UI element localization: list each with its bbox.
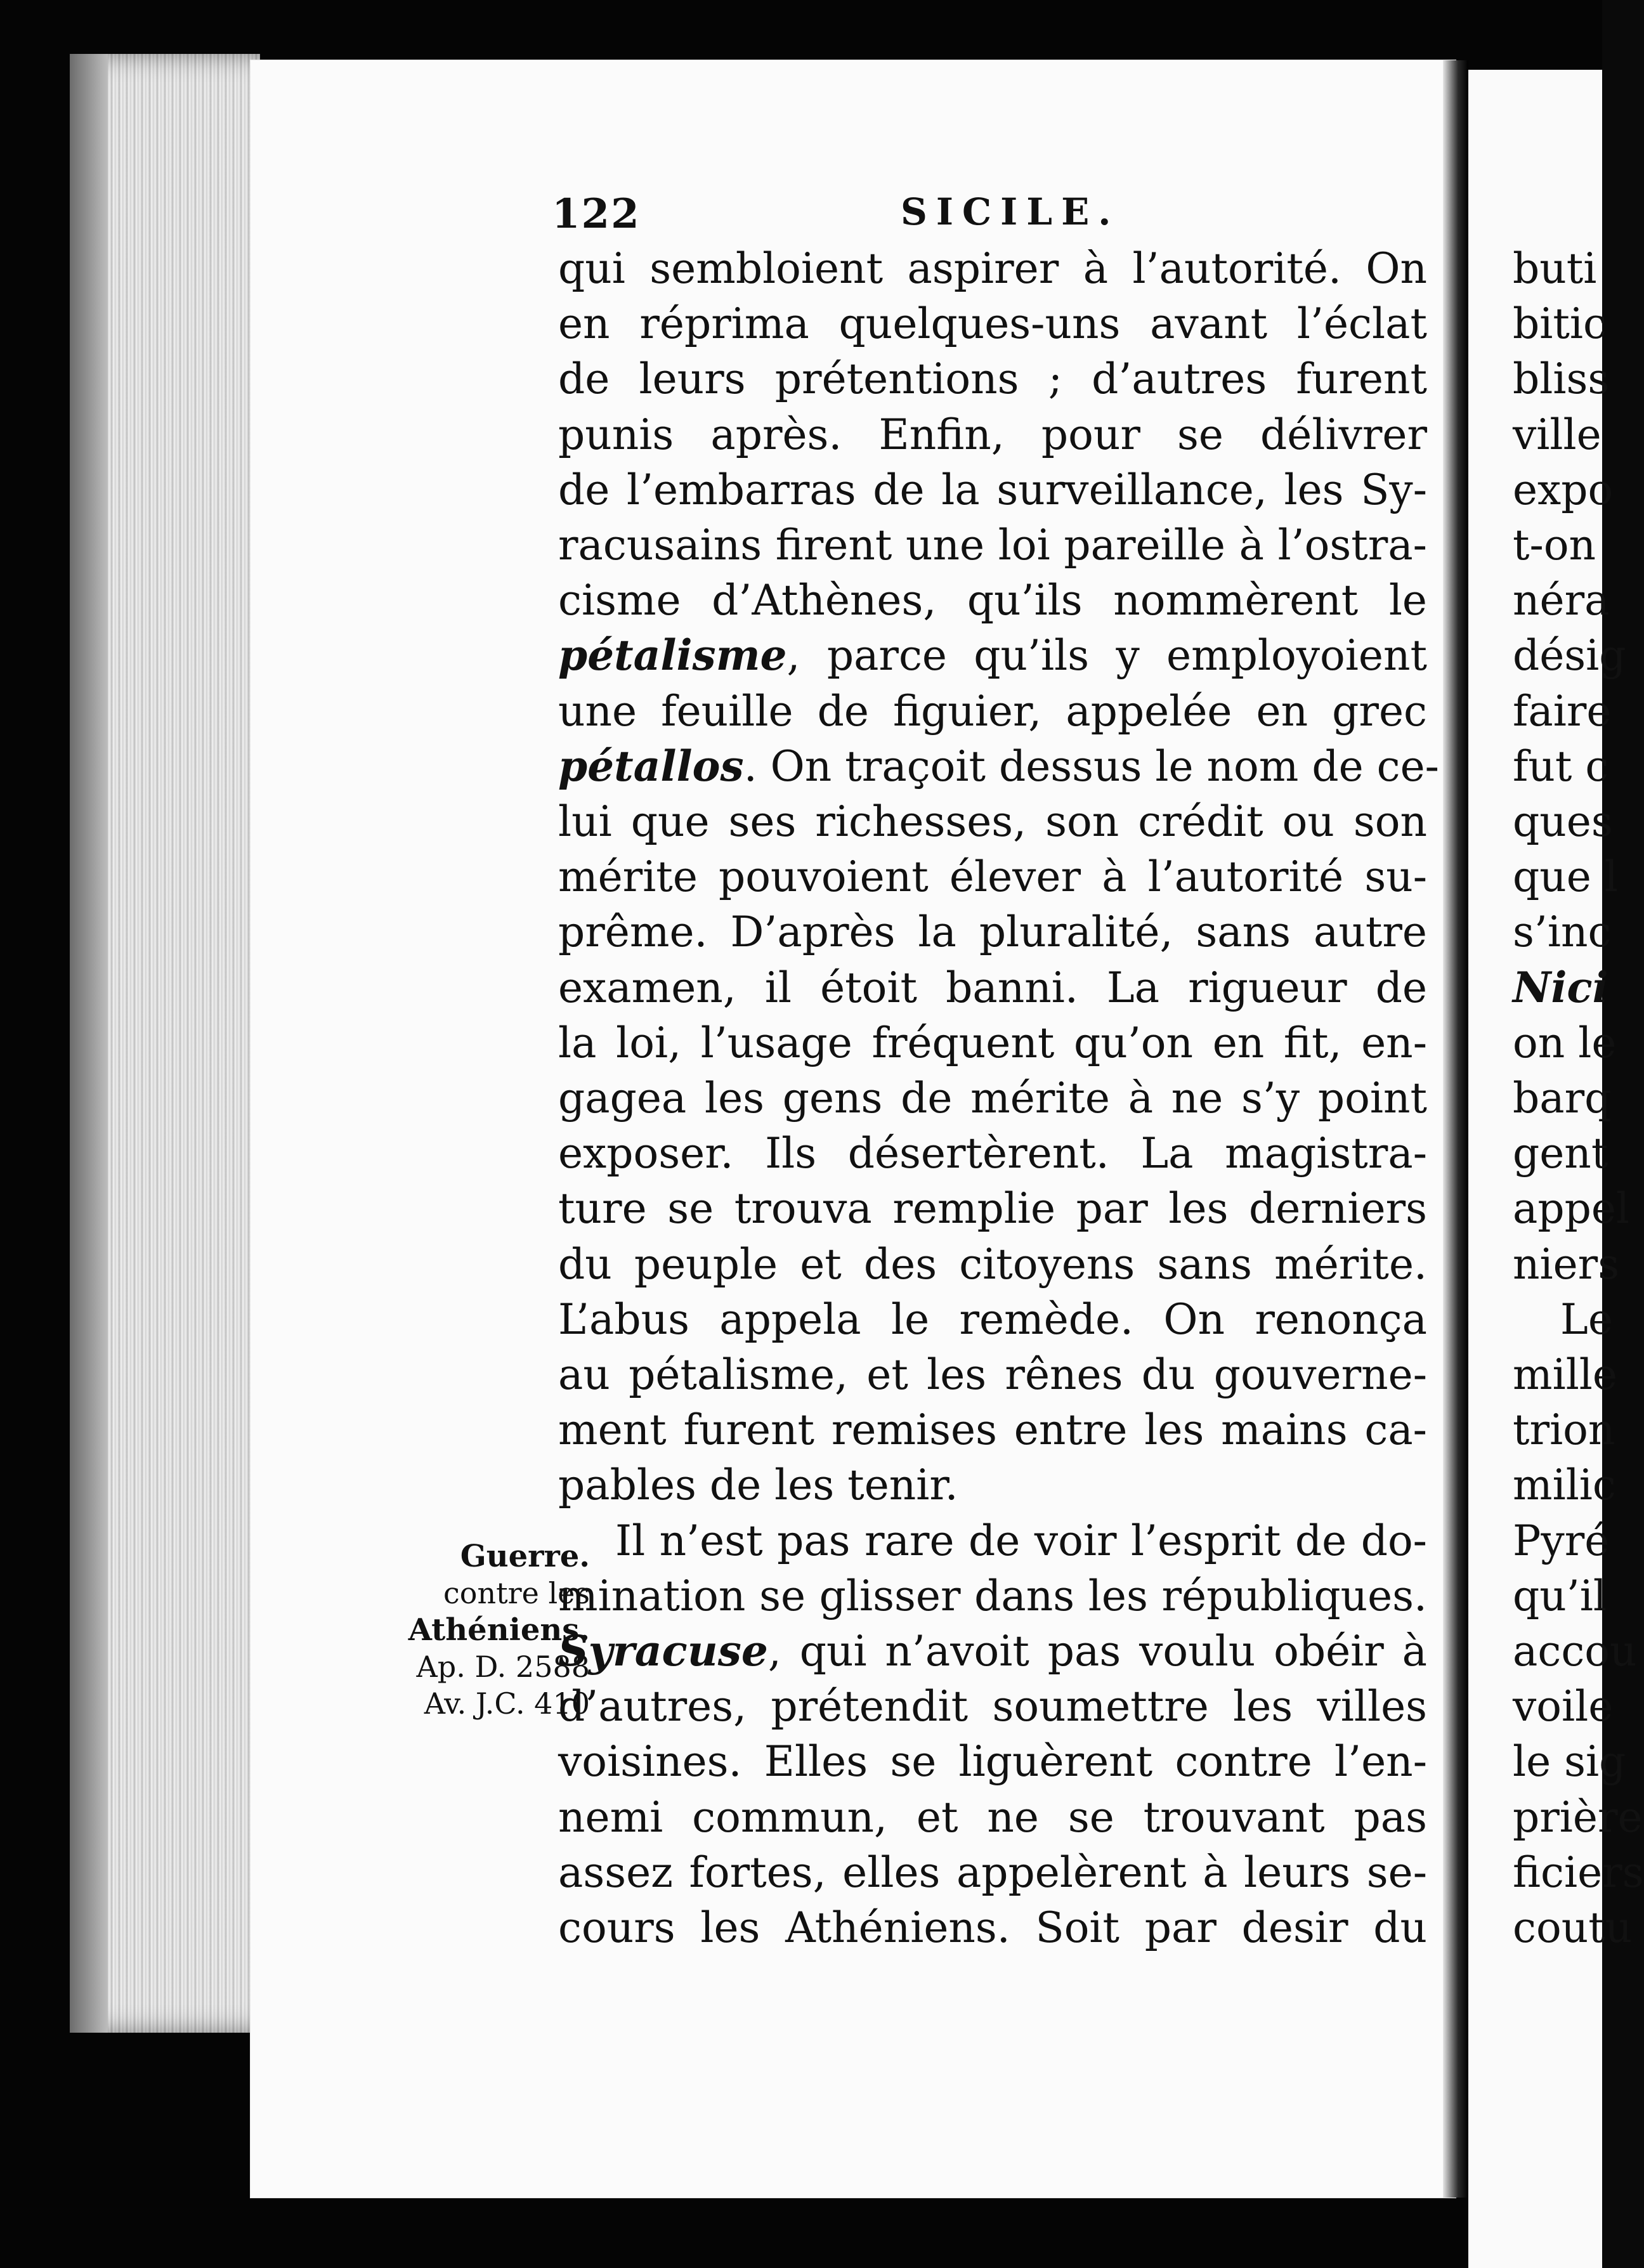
text-line: qui sembloient aspirer à l’autorité. On	[558, 244, 1427, 293]
text-line: mérite pouvoient élever à l’autorité su-	[558, 852, 1427, 902]
adjacent-line: Le	[1560, 1294, 1613, 1344]
text-line: L’abus appela le remède. On renonça	[558, 1294, 1427, 1344]
text-line: punis après. Enfin, pour se délivrer	[558, 410, 1427, 459]
text-line: Il n’est pas rare de voir l’esprit de do-	[615, 1516, 1427, 1565]
margin-note-line: contre les	[443, 1576, 590, 1610]
adjacent-line: bliss	[1513, 355, 1610, 404]
text-line: en réprima quelques-uns avant l’éclat	[558, 299, 1427, 349]
text-line-with-italic: pétallos. On traçoit dessus le nom de ce-	[558, 741, 1439, 791]
adjacent-line: mille	[1513, 1350, 1617, 1400]
text-line: assez fortes, elles appelèrent à leurs se-	[558, 1848, 1427, 1897]
text-line: lui que ses richesses, son crédit ou son	[558, 797, 1427, 847]
text-line: ture se trouva remplie par les derniers	[558, 1184, 1427, 1234]
adjacent-line: s’inc	[1513, 908, 1612, 957]
text-line: du peuple et des citoyens sans mérite.	[558, 1239, 1427, 1289]
adjacent-line: ficiers	[1513, 1848, 1644, 1897]
adjacent-line: t-on	[1513, 521, 1596, 570]
adjacent-line: gent	[1513, 1129, 1608, 1178]
text-line: examen, il étoit banni. La rigueur de	[558, 963, 1427, 1012]
book-page-edges	[70, 54, 260, 2033]
page-number: 122	[552, 190, 641, 238]
adjacent-line: fut c	[1513, 741, 1609, 791]
margin-note-date-ap: Ap. D. 2588	[416, 1650, 590, 1684]
margin-note-title: Guerre.	[460, 1539, 590, 1574]
adjacent-line: buti	[1513, 244, 1597, 293]
adjacent-line: ques	[1513, 797, 1613, 847]
text-line: une feuille de figuier, appelée en grec	[558, 686, 1427, 736]
text-line-with-italic: Syracuse, qui n’avoit pas voulu obéir à	[558, 1626, 1427, 1676]
adjacent-line: expo	[1513, 465, 1614, 514]
adjacent-line: Pyré	[1513, 1516, 1610, 1565]
adjacent-line: néra	[1513, 576, 1610, 625]
adjacent-line: coutu	[1513, 1903, 1633, 1953]
text-line: racusains firent une loi pareille à l’ostra-	[558, 521, 1427, 570]
adjacent-line: niers	[1513, 1239, 1620, 1289]
margin-note-line: Athéniens.	[408, 1612, 590, 1648]
text-line: mination se glisser dans les républiques.	[558, 1571, 1427, 1620]
adjacent-page-text	[1513, 241, 1644, 1955]
text-line: nemi commun, et ne se trouvant pas	[558, 1792, 1427, 1842]
adjacent-line: barq	[1513, 1074, 1612, 1123]
body-text	[558, 241, 1439, 1955]
italic-term: pétalisme	[558, 630, 787, 681]
text-line-with-italic: pétalisme, parce qu’ils y employoient	[558, 630, 1427, 681]
adjacent-line: faire	[1513, 686, 1612, 736]
text-line: de leurs prétentions ; d’autres furent	[558, 355, 1427, 404]
running-head-title: SICILE.	[901, 190, 1120, 233]
text-line: exposer. Ils désertèrent. La magistra-	[558, 1129, 1427, 1178]
adjacent-line: voile	[1513, 1682, 1614, 1731]
adjacent-line: que l	[1513, 852, 1618, 902]
adjacent-line: bitic	[1513, 299, 1607, 349]
adjacent-line: trion	[1513, 1405, 1615, 1455]
text-line: au pétalisme, et les rênes du gouverne-	[558, 1350, 1427, 1400]
text-line: la loi, l’usage fréquent qu’on en fit, en-	[558, 1018, 1427, 1067]
italic-term: pétallos	[558, 741, 744, 791]
adjacent-line: on le	[1513, 1018, 1617, 1067]
margin-note	[374, 1538, 590, 1722]
adjacent-line: le sig	[1513, 1737, 1626, 1787]
adjacent-line: appel	[1513, 1184, 1630, 1234]
text-line: de l’embarras de la surveillance, les Sy-	[558, 465, 1427, 514]
adjacent-line: Nici	[1513, 962, 1608, 1012]
text-line: cours les Athéniens. Soit par desir du	[558, 1903, 1427, 1953]
margin-note-date-av: Av. J.C. 410	[424, 1686, 590, 1721]
adjacent-line: milic	[1513, 1461, 1616, 1510]
adjacent-line: prière	[1513, 1792, 1643, 1842]
adjacent-line: accou	[1513, 1627, 1637, 1676]
text-line: ment furent remises entre les mains ca-	[558, 1405, 1427, 1455]
adjacent-line: qu’il	[1513, 1571, 1607, 1620]
italic-term: Syracuse	[558, 1626, 768, 1676]
text-line: prême. D’après la pluralité, sans autre	[558, 908, 1427, 957]
text-line: voisines. Elles se liguèrent contre l’en-	[558, 1737, 1427, 1787]
adjacent-line: ville	[1513, 410, 1602, 459]
book-gutter	[1443, 60, 1468, 2198]
adjacent-line: désig	[1513, 631, 1626, 681]
text-line: gagea les gens de mérite à ne s’y point	[558, 1074, 1427, 1123]
text-line: d’autres, prétendit soumettre les villes	[558, 1682, 1427, 1731]
text-line: cisme d’Athènes, qu’ils nommèrent le	[558, 576, 1427, 625]
text-line: pables de les tenir.	[558, 1461, 958, 1510]
